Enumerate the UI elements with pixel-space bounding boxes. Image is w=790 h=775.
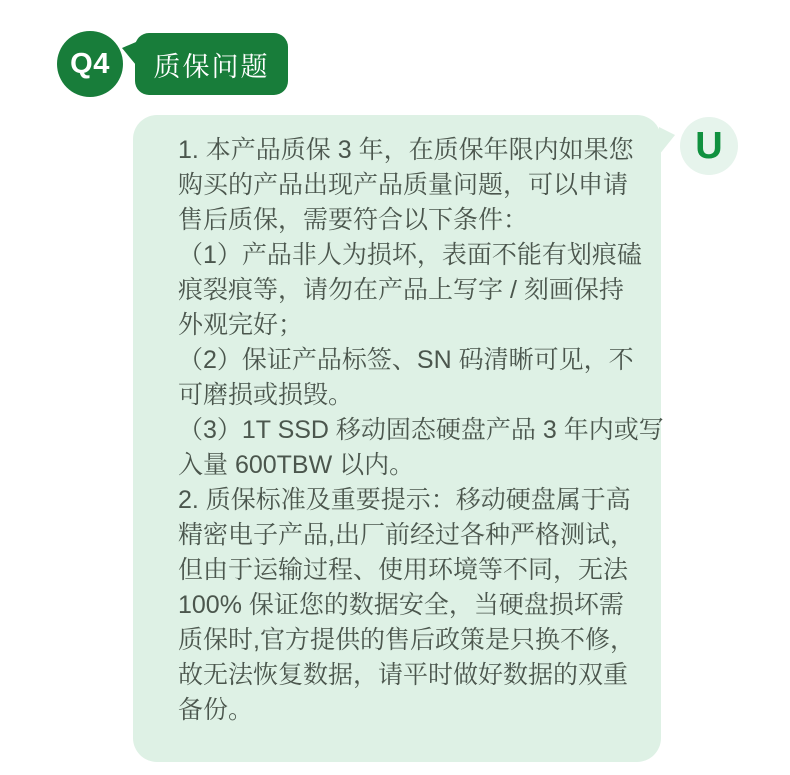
avatar-letter: U	[695, 125, 723, 167]
answer-line: 备份。	[178, 696, 254, 724]
question-label-bubble	[135, 33, 288, 95]
question-label: 质保问题	[153, 51, 270, 82]
answer-bubble	[133, 115, 664, 762]
bubble-tail-right-icon	[659, 127, 675, 155]
answer-line: 质保时,官方提供的售后政策是只换不修，	[178, 626, 635, 654]
answer-line: 1. 本产品质保 3 年，在质保年限内如果您	[178, 136, 634, 164]
question-number-label: Q4	[70, 47, 110, 80]
answer-line: 100% 保证您的数据安全，当硬盘损坏需	[178, 591, 624, 619]
answer-line: （3）1T SSD 移动固态硬盘产品 3 年内或写	[178, 416, 664, 444]
answer-line: 外观完好；	[178, 311, 304, 339]
user-avatar	[680, 117, 738, 175]
bubble-tail-left-icon	[122, 42, 136, 65]
answer-line: 2. 质保标准及重要提示：移动硬盘属于高	[178, 486, 631, 514]
answer-line: （2）保证产品标签、SN 码清晰可见，不	[178, 346, 634, 374]
answer-line: 可磨损或损毁。	[178, 381, 354, 409]
answer-line: 售后质保，需要符合以下条件：	[178, 206, 529, 234]
answer-line: （1）产品非人为损坏，表面不能有划痕磕	[178, 241, 642, 269]
answer-line: 但由于运输过程、使用环境等不同，无法	[178, 556, 629, 584]
answer-line: 精密电子产品,出厂前经过各种严格测试，	[178, 521, 635, 549]
answer-line: 入量 600TBW 以内。	[178, 451, 415, 479]
answer-line: 痕裂痕等，请勿在产品上写字 / 刻画保持	[178, 276, 624, 304]
question-number-badge	[57, 31, 123, 97]
answer-line: 购买的产品出现产品质量问题，可以申请	[178, 171, 629, 199]
answer-line: 故无法恢复数据，请平时做好数据的双重	[178, 661, 629, 689]
answer-text	[178, 133, 664, 728]
